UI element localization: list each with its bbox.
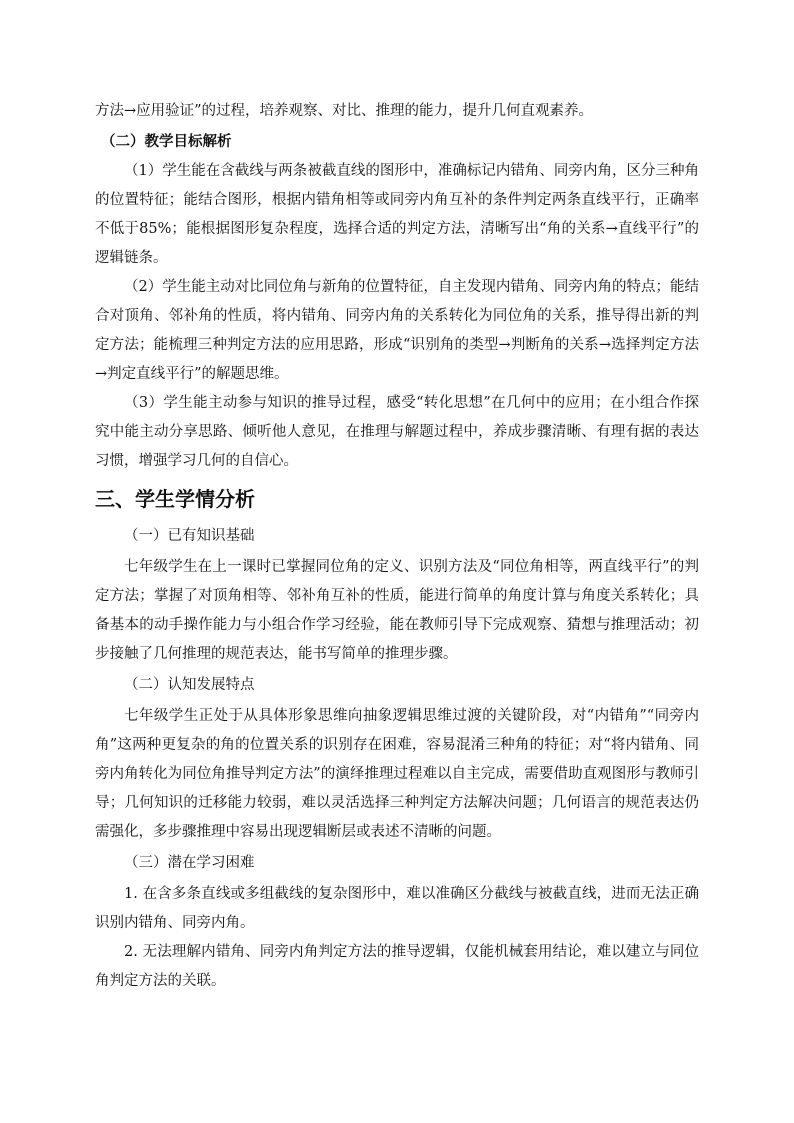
section-heading-student-analysis: 三、学生学情分析 — [95, 487, 255, 511]
goal-paragraph-1: （1）学生能在含截线与两条被截直线的图形中，准确标记内错角、同旁内角，区分三种角的位置特征；能结合图形，根据内错角相等或同旁内角互补的条件判定两条直线平行，正确率不低于85%；能根据图形复杂程度，选择合适的判定方法，清晰写出“角的关系→直线平行”的逻辑链条。 — [95, 163, 699, 266]
subheading-prior-knowledge: （一）已有知识基础 — [124, 528, 255, 544]
prior-knowledge-paragraph: 七年级学生在上一课时已掌握同位角的定义、识别方法及“同位角相等，两直线平行”的判定方法；掌握了对顶角相等、邻补角互补的性质，能进行简单的角度计算与角度关系转化；具备基本的动手操作能力与小组合作学习经验，能在教师引导下完成观察、猜想与推理活动；初步接触了几何推理的规范表达，能书写简单的推理步骤。 — [95, 559, 699, 662]
section-heading-teaching-goal-analysis: （二）教学目标解析 — [101, 134, 232, 150]
goal-paragraph-2: （2）学生能主动对比同位角与新角的位置特征，自主发现内错角、同旁内角的特点；能结合对顶角、邻补角的性质，将内错角、同旁内角的关系转化为同位角的关系，推导得出新的判定方法；能梳理三种判定方法的应用思路，形成“识别角的类型→判断角的关系→选择判定方法→判定直线平行”的解题思维。 — [95, 279, 699, 382]
cognitive-development-paragraph: 七年级学生正处于从具体形象思维向抽象逻辑思维过渡的关键阶段，对“内错角”“同旁内角”这两种更复杂的角的位置关系的识别存在困难，容易混淆三种角的特征；对“将内错角、同旁内角转化为同位角推导判定方法”的演绎推理过程难以自主完成，需要借助直观图形与教师引导；几何知识的迁移能力较弱，难以灵活选择三种判定方法解决问题；几何语言的规范表达仍需强化，多步骤推理中容易出现逻辑断层或表述不清晰的问题。 — [95, 708, 699, 840]
subheading-cognitive-development: （二）认知发展特点 — [124, 677, 255, 693]
goal-paragraph-3: （3）学生能主动参与知识的推导过程，感受“转化思想”在几何中的应用；在小组合作探究中能主动分享思路、倾听他人意见，在推理与解题过程中，养成步骤清晰、有理有据的表达习惯，增强学习几何的自信心。 — [95, 395, 699, 469]
subheading-learning-difficulties: （三）潜在学习困难 — [124, 855, 255, 871]
continuation-paragraph: 方法→应用验证”的过程，培养观察、对比、推理的能力，提升几何直观素养。 — [95, 103, 594, 119]
page-content — [95, 97, 699, 996]
difficulty-item-1: 1. 在含多条直线或多组截线的复杂图形中，难以准确区分截线与被截直线，进而无法正确识别内错角、同旁内角。 — [95, 886, 699, 931]
difficulty-item-2: 2. 无法理解内错角、同旁内角判定方法的推导逻辑，仅能机械套用结论，难以建立与同位角判定方法的关联。 — [95, 944, 699, 989]
